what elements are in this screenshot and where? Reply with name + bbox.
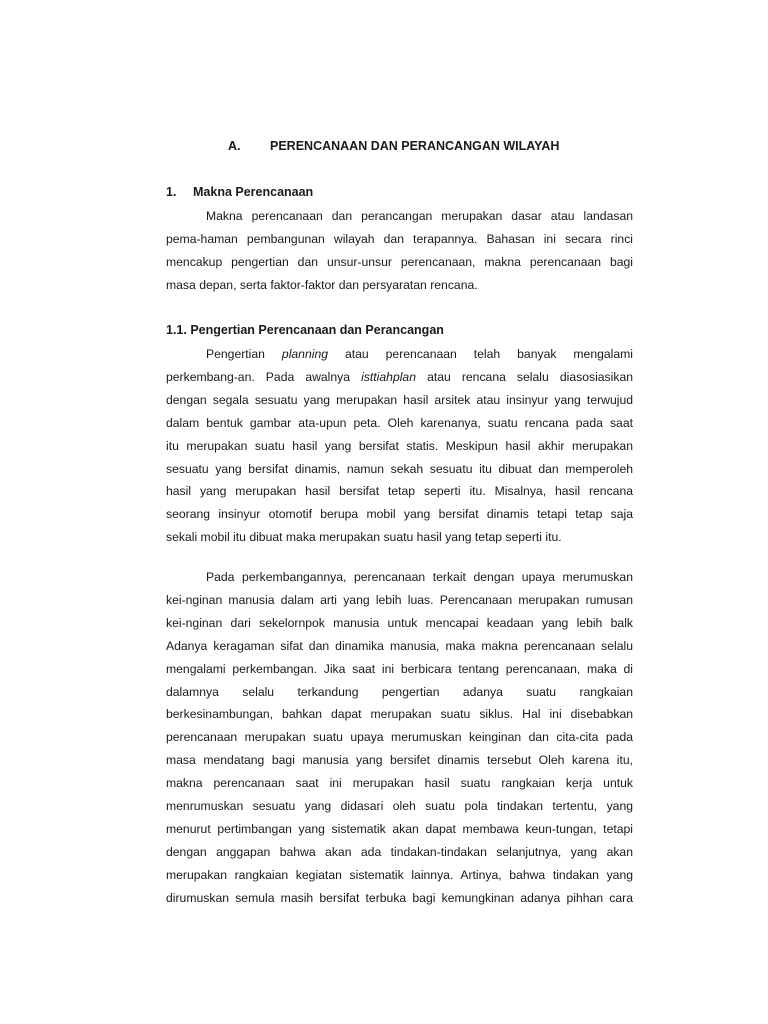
text-line: berkesinambungan, bahkan dapat merupakan suatu siklus. Hal ini disebabkan (166, 707, 633, 722)
section-title: Pengertian Perencanaan dan Perancangan (190, 323, 444, 337)
italic-term: planning (281, 347, 329, 361)
text-line: Makna perencanaan dan perancangan merupakan dasar atau landasan (206, 209, 633, 223)
text-segment: Pengertian (206, 347, 265, 361)
section-title: Makna Perencanaan (193, 185, 314, 199)
text-line: sekali mobil itu dibuat maka merupakan suatu hasil yang tetap seperti itu. (166, 530, 562, 545)
section-heading-1-1 (166, 323, 444, 337)
text-line: mencakup pengertian dan unsur-unsur perencanaan, makna perencanaan bagi (166, 254, 633, 269)
text-line: dengan anggapan bahwa akan ada tindakan-tindakan selanjutnya, yang akan (166, 844, 633, 859)
text-line: masa mendatang bagi manusia yang bersifet dinamis tersebut Oleh karena itu, (166, 753, 633, 768)
text-line: dirumuskan semula masih bersifat terbuka bagi kemungkinan adanya pihhan cara (166, 890, 633, 905)
text-line: hasil yang merupakan hasil bersifat tetap seperti itu. Misalnya, hasil rencana (166, 484, 633, 499)
text-line: dengan segala sesuatu yang merupakan hasil arsitek atau insinyur yang terwujud (166, 392, 633, 407)
text-line: Adanya keragaman sifat dan dinamika manusia, maka makna perencanaan selalu (166, 638, 633, 653)
text-line: perencanaan merupakan suatu upaya merumuskan keinginan dan cita-cita pada (166, 730, 633, 745)
section-number: 1. (166, 185, 177, 199)
text-line: makna perencanaan saat ini merupakan hasil suatu rangkaian kerja untuk (166, 776, 633, 791)
text-segment: atau perencanaan telah banyak mengalami (344, 347, 634, 361)
text-line: sesuatu yang bersifat dinamis, namun sekah sesuatu itu dibuat dan memperoleh (166, 461, 633, 476)
paragraph-perkembangan (166, 566, 633, 910)
text-line: Pada perkembangannya, perencanaan terkait dengan upaya merumuskan (206, 570, 633, 584)
text-segment: perkembang-an. Pada awalnya (166, 369, 351, 384)
text-line: mengalami perkembangan. Jika saat ini berbicara tentang perencanaan, maka di (166, 661, 633, 676)
section-number: 1.1. (166, 323, 187, 337)
text-line: pema-haman pembangunan wilayah dan terapannya. Bahasan ini secara rinci (166, 231, 633, 246)
chapter-title: PERENCANAAN DAN PERANCANGAN WILAYAH (270, 139, 560, 153)
section-heading-1 (166, 185, 313, 199)
text-line: masa depan, serta faktor-faktor dan persyaratan rencana. (166, 277, 478, 292)
text-line: dalam bentuk gambar ata-upun peta. Oleh karenanya, suatu rencana pada saat (166, 415, 633, 430)
text-segment: atau rencana selalu diasosiasikan (427, 369, 634, 384)
text-line: dalamnya selalu terkandung pengertian adanya suatu rangkaian (166, 684, 633, 699)
text-line: merupakan rangkaian kegiatan sistematik lainnya. Artinya, bahwa tindakan yang (166, 867, 633, 882)
paragraph-pengertian (166, 343, 633, 549)
text-line (166, 366, 633, 389)
chapter-heading (228, 139, 559, 153)
paragraph-makna (166, 205, 633, 297)
text-line (166, 343, 633, 366)
text-line: kei-nginan dari sekelornpok manusia untuk mencapai keadaan yang lebih balk (166, 615, 633, 630)
text-line: menurut pertimbangan yang sistematik akan dapat membawa keun-tungan, tetapi (166, 821, 633, 836)
text-line: seorang insinyur otomotif berupa mobil yang bersifat dinamis tetapi tetap saja (166, 507, 633, 522)
text-line: itu merupakan suatu hasil yang bersifat statis. Meskipun hasil akhir merupakan (166, 438, 633, 453)
text-line: kei-nginan manusia dalam arti yang lebih luas. Perencanaan merupakan rumusan (166, 592, 633, 607)
italic-term: isttiahplan (361, 369, 416, 384)
text-line: menrumuskan sesuatu yang didasari oleh suatu pola tindakan tertentu, yang (166, 799, 633, 814)
chapter-letter: A. (228, 139, 241, 153)
